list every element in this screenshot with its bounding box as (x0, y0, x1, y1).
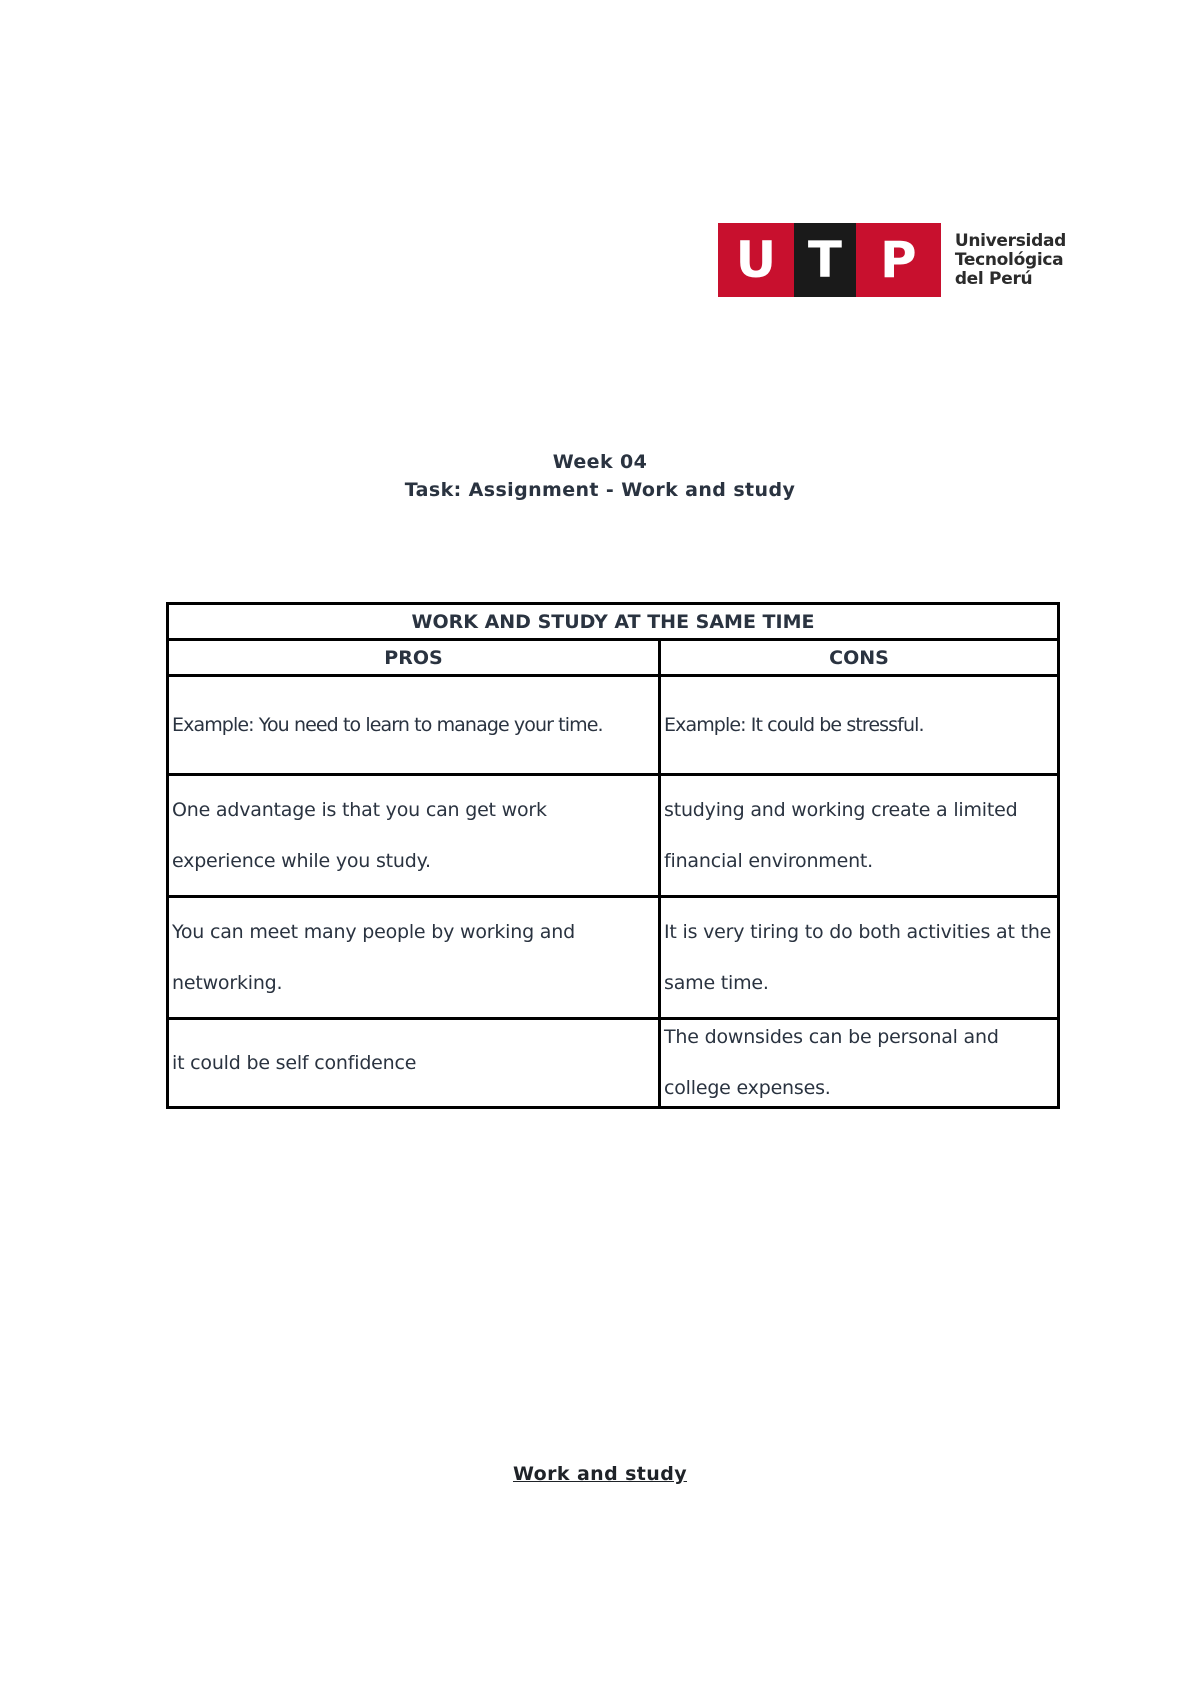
pros-text: You can meet many people by working and networking. (172, 920, 575, 994)
section-heading (0, 1463, 1200, 1485)
logo-letter-u: U (718, 223, 794, 297)
table-title-row (169, 605, 1057, 641)
pros-cell (169, 776, 661, 895)
header-cons: CONS (829, 646, 889, 669)
pros-cons-table (166, 602, 1060, 1109)
pros-cell (169, 898, 661, 1017)
logo-letter-t: T (794, 223, 856, 297)
cons-text: It is very tiring to do both activities at the same time. (664, 920, 1052, 994)
cons-text: studying and working create a limited financial environment. (664, 798, 1018, 872)
logo-wordmark (955, 223, 1066, 297)
document-titles (0, 448, 1200, 504)
cons-cell (661, 677, 1057, 773)
table-row (169, 1020, 1057, 1106)
week-title: Week 04 (552, 451, 648, 473)
pros-text: Example: You need to learn to manage your time. (172, 714, 603, 736)
cons-cell (661, 898, 1057, 1017)
cons-text: The downsides can be personal and college expenses. (664, 1026, 999, 1099)
section-heading-text: Work and study (512, 1463, 688, 1485)
table-row (169, 677, 1057, 776)
header-pros: PROS (169, 641, 661, 674)
cons-text: Example: It could be stressful. (664, 714, 924, 736)
pros-text: it could be self confidence (172, 1051, 417, 1074)
table-header-row (169, 641, 1057, 677)
pros-cell (169, 1020, 661, 1106)
utp-logo (718, 223, 1066, 297)
logo-wordmark-line-2: Tecnológica (954, 249, 1064, 270)
cons-cell (661, 776, 1057, 895)
logo-wordmark-line-3: del Perú (954, 268, 1033, 289)
pros-cell (169, 677, 661, 773)
cons-cell (661, 1020, 1057, 1106)
table-row (169, 898, 1057, 1020)
logo-wordmark-line-1: Universidad (954, 230, 1066, 251)
table-title: WORK AND STUDY AT THE SAME TIME (411, 610, 815, 633)
task-title: Task: Assignment - Work and study (404, 479, 796, 501)
pros-text: One advantage is that you can get work experience while you study. (172, 798, 547, 872)
logo-letter-p: P (856, 223, 941, 297)
table-row (169, 776, 1057, 898)
